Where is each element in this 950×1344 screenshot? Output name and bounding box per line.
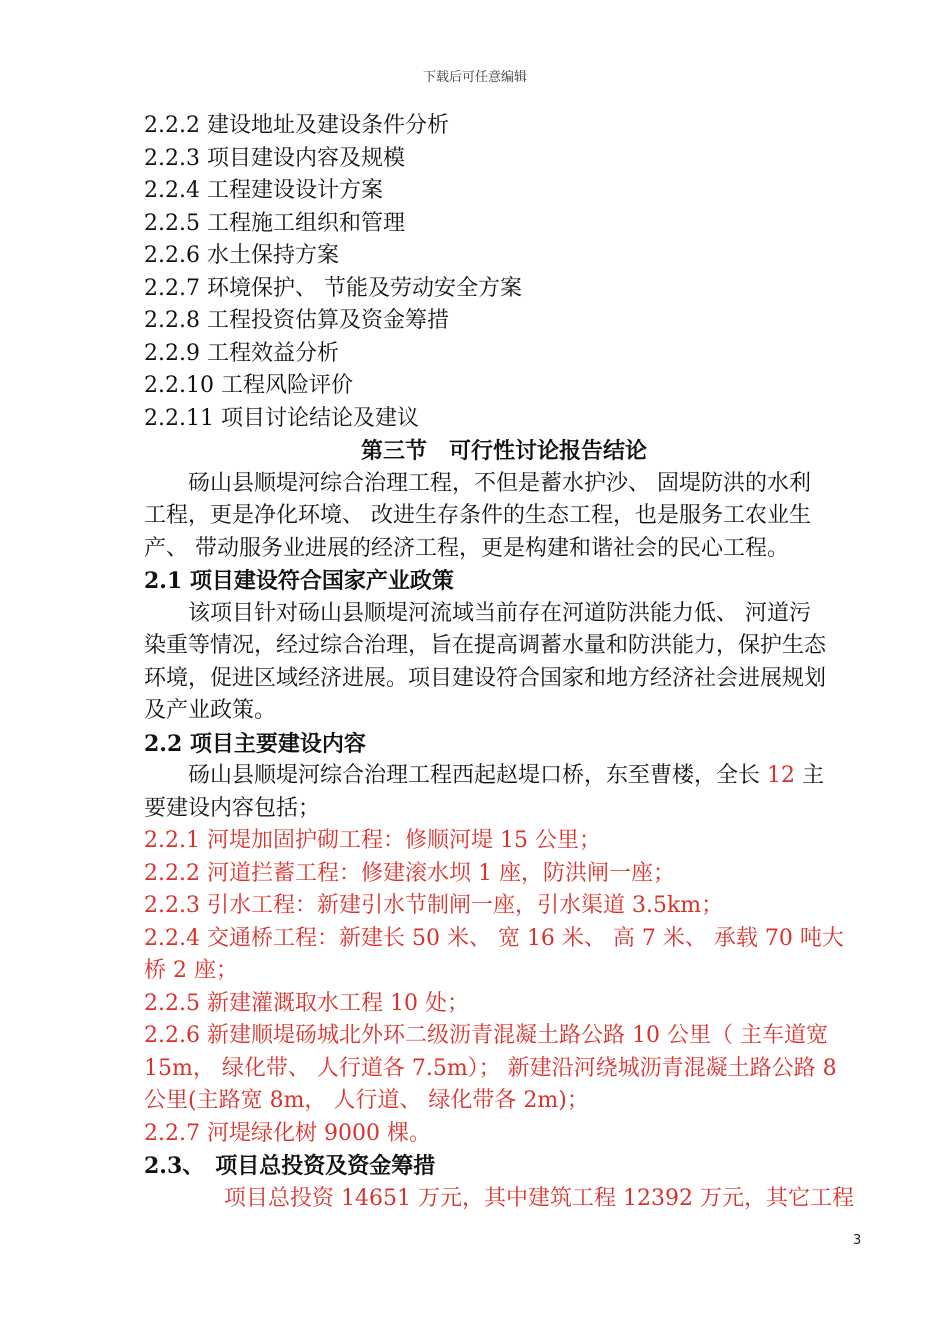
list-item: 2.2.6 新建顺堤砀城北外环二级沥青混凝土路公路 10 公里（ 主车道宽 (144, 1023, 828, 1048)
intro-line: 工程，更是净化环境、 改进生存条件的生态工程，也是服务工农业生 (144, 503, 811, 528)
list-item: 15m， 绿化带、 人行道各 7.5m）； 新建沿河绕城沥青混凝土路公路 8 (144, 1055, 837, 1081)
intro-line: 产、 带动服务业进展的经济工程，更是构建和谐社会的民心工程。 (144, 535, 789, 561)
toc-item: 2.2.2 建设地址及建设条件分析 (144, 113, 449, 138)
list-item: 公里(主路宽 8m， 人行道、 绿化带各 2m)； (144, 1088, 589, 1113)
list-item: 2.2.7 河堤绿化树 9000 棵。 (144, 1120, 431, 1146)
toc-item: 2.2.10 工程风险评价 (144, 373, 353, 398)
list-item: 2.2.5 新建灌溉取水工程 10 处； (144, 990, 469, 1016)
paragraph-line: 及产业政策。 (144, 698, 277, 723)
list-item: 2.2.4 交通桥工程：新建长 50 米、 宽 16 米、 高 7 米、 承载 70 吨大 (144, 925, 844, 951)
list-item: 2.2.3 引水工程：新建引水节制闸一座，引水渠道 3.5km； (144, 893, 724, 918)
toc-item: 2.2.5 工程施工组织和管理 (144, 210, 405, 236)
section-title: 第三节 可行性讨论报告结论 (360, 438, 647, 464)
list-item: 2.2.2 河道拦蓄工程：修建滚水坝 1 座，防洪闸一座； (144, 860, 675, 886)
paragraph-line: 要建设内容包括； (144, 795, 321, 821)
list-item: 桥 2 座； (144, 958, 238, 983)
heading-2-3: 2.3、 项目总投资及资金筹措 (144, 1153, 436, 1179)
paragraph-line: 该项目针对砀山县顺堤河流域当前存在河道防洪能力低、 河道污 (188, 600, 811, 626)
toc-item: 2.2.4 工程建设设计方案 (144, 178, 383, 203)
toc-item: 2.2.3 项目建设内容及规模 (144, 145, 405, 171)
paragraph-line: 项目总投资 14651 万元，其中建筑工程 12392 万元，其它工程 (224, 1185, 854, 1211)
length-value: 12 (767, 763, 796, 788)
paragraph-line: 环境，促进区域经济进展。项目建设符合国家和地方经济社会进展规划 (144, 665, 827, 691)
document-body (144, 110, 864, 1215)
page-header: 下载后可任意编辑 (422, 70, 527, 85)
toc-item: 2.2.8 工程投资估算及资金筹措 (144, 308, 449, 333)
heading-2-2: 2.2 项目主要建设内容 (144, 730, 366, 757)
page-number: 3 (853, 1233, 862, 1248)
list-item: 2.2.1 河堤加固护砌工程：修顺河堤 15 公里； (144, 828, 601, 853)
toc-item: 2.2.9 工程效益分析 (144, 340, 339, 366)
intro-line: 砀山县顺堤河综合治理工程，不但是蓄水护沙、 固堤防洪的水利 (188, 470, 811, 496)
heading-2-1: 2.1 项目建设符合国家产业政策 (144, 568, 454, 594)
toc-item: 2.2.11 项目讨论结论及建议 (144, 405, 419, 431)
paragraph-line (144, 760, 864, 793)
toc-item: 2.2.6 水土保持方案 (144, 243, 339, 268)
toc-item: 2.2.7 环境保护、 节能及劳动安全方案 (144, 275, 522, 301)
text-span: 主 (802, 763, 825, 788)
paragraph-line: 染重等情况，经过综合治理，旨在提高调蓄水量和防洪能力，保护生态 (144, 633, 827, 658)
text-span: 砀山县顺堤河综合治理工程西起赵堤口桥，东至曹楼，全长 (188, 763, 761, 788)
